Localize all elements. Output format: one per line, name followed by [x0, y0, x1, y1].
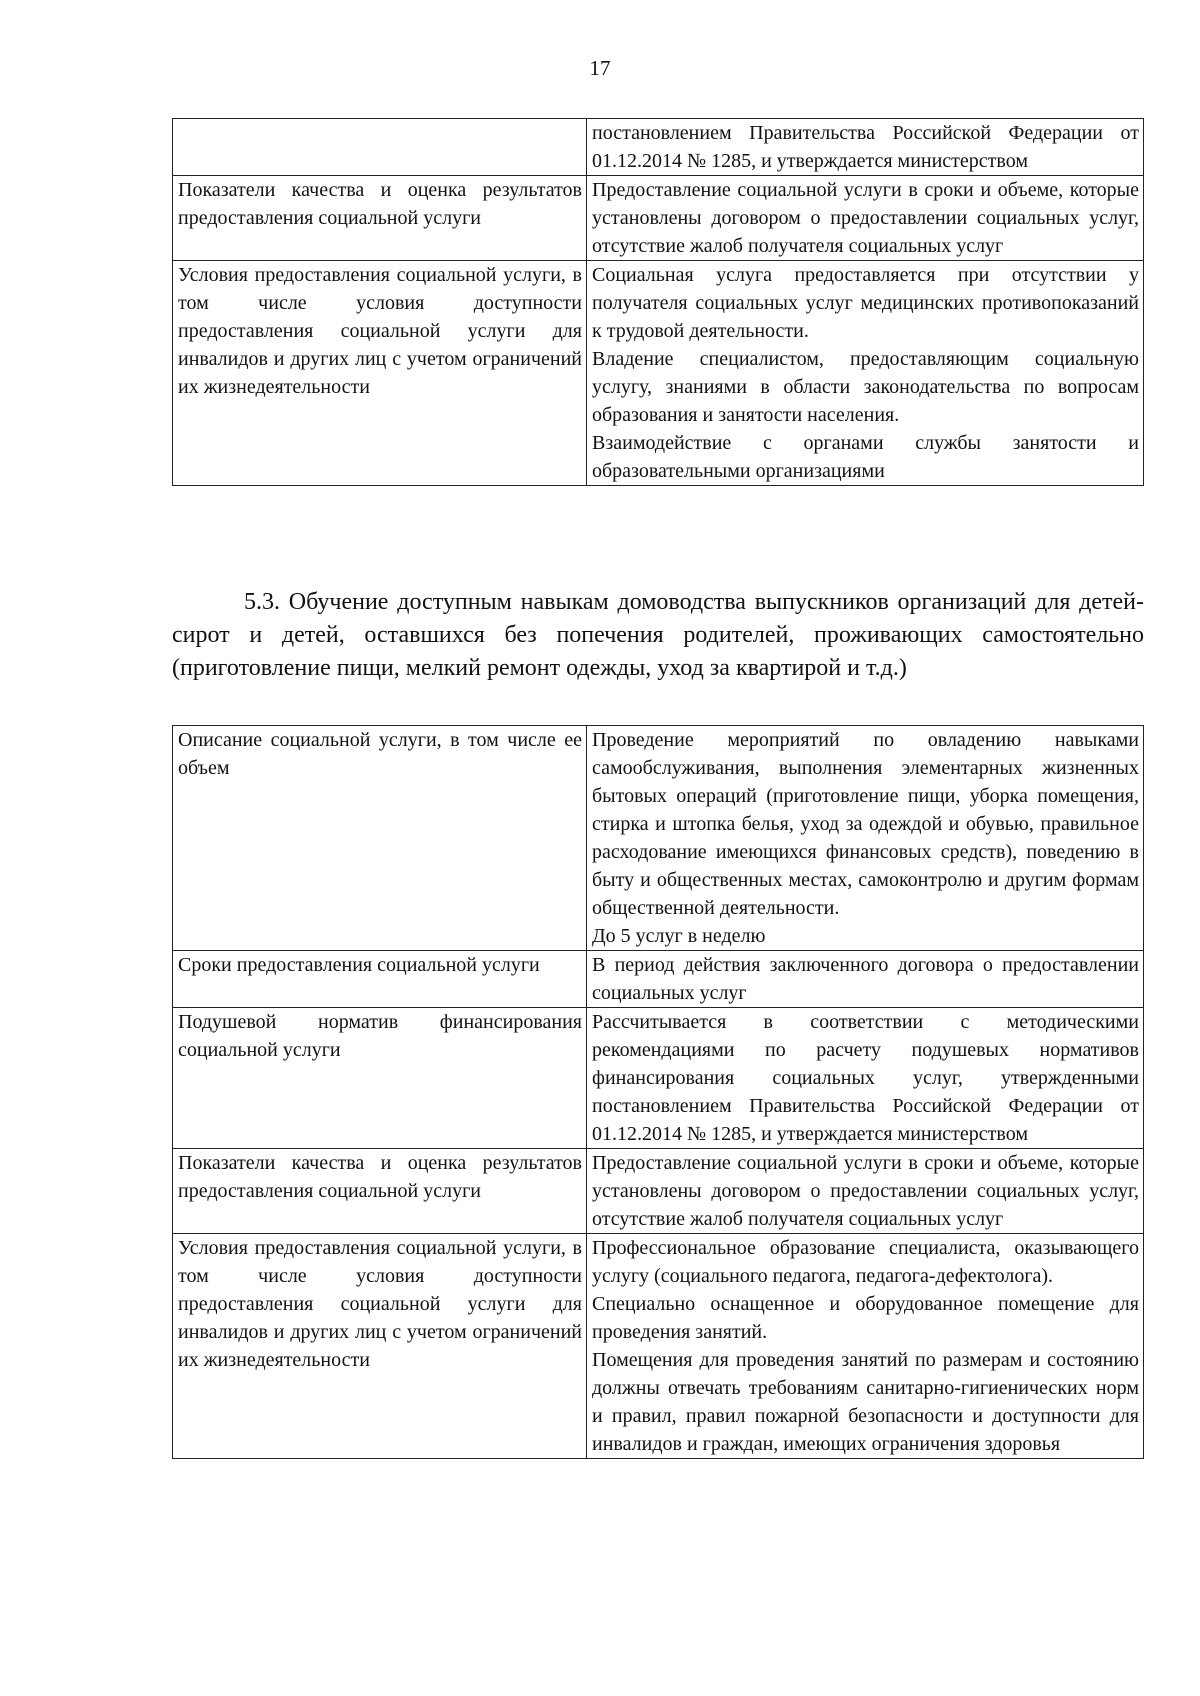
row-label-cell: [173, 1008, 587, 1149]
row-value-text: Предоставление социальной услуги в сроки и объеме, которые установлены договором о предоставлении социальных услуг, отсутствие жалоб получателя социальных услуг: [592, 179, 1139, 257]
table-row: [173, 1234, 1144, 1459]
table-row: [173, 951, 1144, 1008]
table-row: [173, 1149, 1144, 1234]
row-value-text: Предоставление социальной услуги в сроки и объеме, которые установлены договором о предоставлении социальных услуг, отсутствие жалоб получателя социальных услуг: [592, 1152, 1139, 1230]
row-label-cell: [173, 176, 587, 261]
page-number: 17: [589, 56, 611, 80]
row-label: Условия предоставления социальной услуги, в том числе условия доступности предоставления социальной услуги для инвалидов и других лиц с учетом ограничений их жизнедеятельности: [178, 264, 582, 398]
row-value-cell: [587, 176, 1144, 261]
row-value-cell: [587, 1149, 1144, 1234]
row-label-cell: [173, 726, 587, 951]
row-value-text: В период действия заключенного договора о предоставлении социальных услуг: [592, 954, 1139, 1004]
row-label: Сроки предоставления социальной услуги: [178, 954, 540, 976]
service-table-5-3: [172, 725, 1144, 1459]
row-value-cell: [587, 1008, 1144, 1149]
row-label-cell: [173, 1149, 587, 1234]
row-label: Условия предоставления социальной услуги, в том числе условия доступности предоставления социальной услуги для инвалидов и других лиц с учетом ограничений их жизнедеятельности: [178, 1237, 582, 1371]
table-row: [173, 176, 1144, 261]
row-value-cell: [587, 726, 1144, 951]
section-heading-text: 5.3. Обучение доступным навыкам домоводства выпускников организаций для детей-сирот и детей, оставшихся без попечения родителей, проживающих самостоятельно (приготовление пищи, мелкий ремонт одежды, уход за квартирой и т.д.): [172, 589, 1144, 681]
row-value-text: Рассчитывается в соответствии с методическими рекомендациями по расчету подушевых нормативов финансирования социальных услуг, утвержденными постановлением Правительства Российской Федерации от 01.12.2014 № 1285, и утверждается министерством: [592, 1011, 1139, 1145]
row-value-cell: [587, 951, 1144, 1008]
service-table-continued: [172, 118, 1144, 486]
row-label-cell: [173, 951, 587, 1008]
row-value-text: Профессиональное образование специалиста, оказывающего услугу (социального педагога, педагога-дефектолога).: [592, 1237, 1139, 1287]
row-label: Описание социальной услуги, в том числе ее объем: [178, 729, 582, 779]
row-label-cell: [173, 119, 587, 176]
row-value-text: Социальная услуга предоставляется при отсутствии у получателя социальных услуг медицинских противопоказаний к трудовой деятельности.: [592, 264, 1139, 342]
row-label: Подушевой норматив финансирования социальной услуги: [178, 1011, 582, 1061]
section-heading-5-3: [172, 586, 1144, 685]
row-label: Показатели качества и оценка результатов предоставления социальной услуги: [178, 1152, 582, 1202]
row-value-cell: [587, 1234, 1144, 1459]
row-value-text: Проведение мероприятий по овладению навыками самообслуживания, выполнения элементарных жизненных бытовых операций (приготовление пищи, уборка помещения, стирка и штопка белья, уход за одеждой и обувью, правильное расходование имеющихся финансовых средств), поведению в быту и общественных местах, самоконтролю и другим формам общественной деятельности.: [592, 729, 1139, 919]
row-label: Показатели качества и оценка результатов предоставления социальной услуги: [178, 179, 582, 229]
row-label-cell: [173, 261, 587, 486]
row-value-cell: [587, 119, 1144, 176]
row-value-text: Специально оснащенное и оборудованное помещение для проведения занятий.: [592, 1293, 1139, 1343]
row-value-cell: [587, 261, 1144, 486]
row-value-text: Помещения для проведения занятий по размерам и состоянию должны отвечать требованиям санитарно-гигиенических норм и правил, правил пожарной безопасности и доступности для инвалидов и граждан, имеющих ограничения здоровья: [592, 1349, 1139, 1455]
table-row: [173, 1008, 1144, 1149]
table-row: [173, 726, 1144, 951]
row-label-cell: [173, 1234, 587, 1459]
table-row: [173, 261, 1144, 486]
row-value-text: Владение специалистом, предоставляющим социальную услугу, знаниями в области законодательства по вопросам образования и занятости населения.: [592, 348, 1139, 426]
table-row: [173, 119, 1144, 176]
row-value-text: Взаимодействие с органами службы занятости и образовательными организациями: [592, 432, 1139, 482]
row-value-text: постановлением Правительства Российской Федерации от 01.12.2014 № 1285, и утверждается министерством: [592, 122, 1139, 172]
row-value-text: До 5 услуг в неделю: [592, 925, 766, 947]
